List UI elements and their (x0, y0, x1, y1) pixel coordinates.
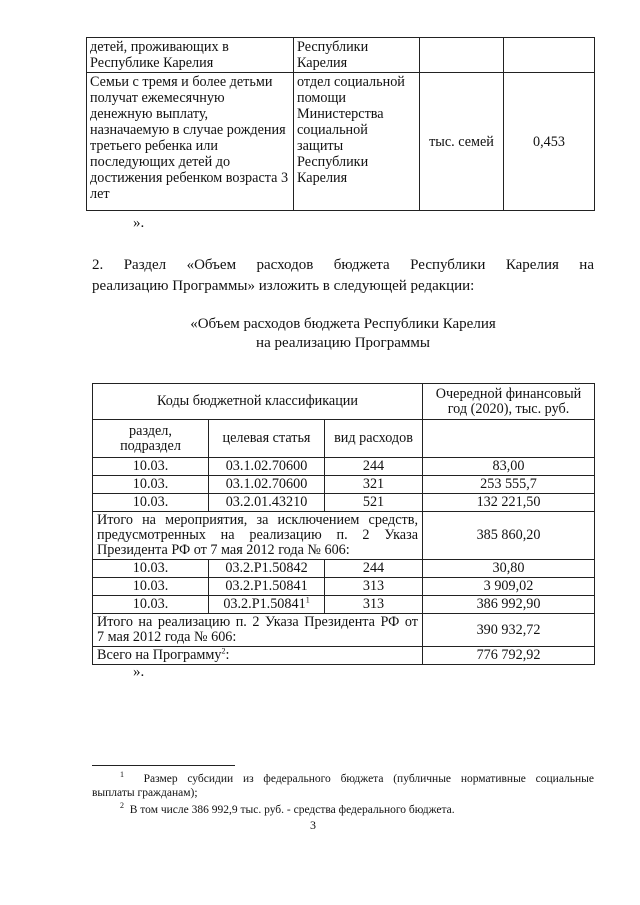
measures-table (86, 37, 595, 211)
heading-line-1: «Объем расходов бюджета Республики Карелия (190, 316, 496, 332)
cell-amount: 83,00 (423, 458, 595, 476)
cell-section: 10.03. (93, 578, 209, 596)
cell-type: 313 (325, 596, 423, 614)
cell-amount: 3 909,02 (423, 578, 595, 596)
subtotal-label: Итого на мероприятия, за исключением средств, предусмотренных на реализацию п. 2 Указа Президента РФ от 7 мая 2012 года № 606: (93, 512, 423, 560)
subtotal-amount: 385 860,20 (423, 512, 595, 560)
total-label: Всего на Программу$^2$: (93, 647, 423, 665)
paragraph-2-line-2: реализацию Программы» изложить в следующей редакции: (92, 278, 475, 294)
cell-type: 313 (325, 578, 423, 596)
cell-amount: 386 992,90 (423, 596, 595, 614)
cell-section: 10.03. (93, 596, 209, 614)
footnote-divider (92, 765, 235, 766)
cell-type: 244 (325, 560, 423, 578)
paragraph-2-line-1: 2. Раздел «Объем расходов бюджета Республики Карелия на (92, 257, 594, 273)
table-cell: тыс. семей (420, 73, 504, 211)
cell-target: 03.2.P1.50842 (209, 560, 325, 578)
closing-quote: ». (133, 215, 145, 231)
table-cell: 0,453 (504, 73, 595, 211)
cell-target: 03.2.01.43210 (209, 494, 325, 512)
footnote-ref: 2 (221, 646, 226, 656)
table-row (93, 494, 595, 512)
cell-type: 321 (325, 476, 423, 494)
table-row (93, 476, 595, 494)
table-cell (504, 38, 595, 73)
section-heading (92, 315, 594, 353)
table-cell: детей, проживающих в Республике Карелия (87, 38, 294, 73)
cell-target: 03.1.02.70600 (209, 458, 325, 476)
table-header-row (93, 420, 595, 458)
cell-type: 521 (325, 494, 423, 512)
table-row (87, 73, 595, 211)
header-target: целевая статья (209, 420, 325, 458)
header-section: раздел, подраздел (93, 420, 209, 458)
header-type: вид расходов (325, 420, 423, 458)
subtotal-label: Итого на реализацию п. 2 Указа Президента РФ от 7 мая 2012 года № 606: (93, 614, 423, 647)
table-cell: Республики Карелия (294, 38, 420, 73)
cell-section: 10.03. (93, 560, 209, 578)
cell-target: 03.2.P1.50841 (209, 578, 325, 596)
table-row (93, 596, 595, 614)
header-empty (423, 420, 595, 458)
subtotal-row (93, 512, 595, 560)
subtotal-row (93, 614, 595, 647)
total-row (93, 647, 595, 665)
cell-section: 10.03. (93, 476, 209, 494)
table-cell: отдел социальной помощи Министерства социальной защиты Республики Карелия (294, 73, 420, 211)
cell-type: 244 (325, 458, 423, 476)
heading-line-2: на реализацию Программы (256, 335, 430, 351)
table-row (93, 578, 595, 596)
table-cell: Семьи с тремя и более детьми получат ежемесячную денежную выплату, назначаемую в случае рождения третьего ребенка или последующих детей до достижения ребенком возраста 3 лет (87, 73, 294, 211)
cell-target: 03.2.P1.50841$^1$ (209, 596, 325, 614)
table-row (93, 458, 595, 476)
cell-amount: 30,80 (423, 560, 595, 578)
cell-section: 10.03. (93, 458, 209, 476)
total-amount: 776 792,92 (423, 647, 595, 665)
table-row (93, 560, 595, 578)
footnote-2: $^2$ В том числе 386 992,9 тыс. руб. - средства федерального бюджета. (120, 801, 455, 816)
table-cell (420, 38, 504, 73)
cell-section: 10.03. (93, 494, 209, 512)
header-codes: Коды бюджетной классификации (93, 384, 423, 420)
closing-quote: ». (133, 664, 145, 680)
table-header-row (93, 384, 595, 420)
page-number: 3 (310, 818, 316, 832)
footnote-1-cont: выплаты гражданам); (92, 787, 198, 799)
subtotal-amount: 390 932,72 (423, 614, 595, 647)
table-row (87, 38, 595, 73)
footnote-1: $^1$ Размер субсидии из федерального бюджета (публичные нормативные социальные (120, 770, 595, 785)
cell-target: 03.1.02.70600 (209, 476, 325, 494)
budget-table (92, 383, 595, 665)
cell-amount: 132 221,50 (423, 494, 595, 512)
footnote-ref: 1 (305, 595, 310, 605)
header-year: Очередной финансовый год (2020), тыс. руб. (423, 384, 595, 420)
cell-amount: 253 555,7 (423, 476, 595, 494)
